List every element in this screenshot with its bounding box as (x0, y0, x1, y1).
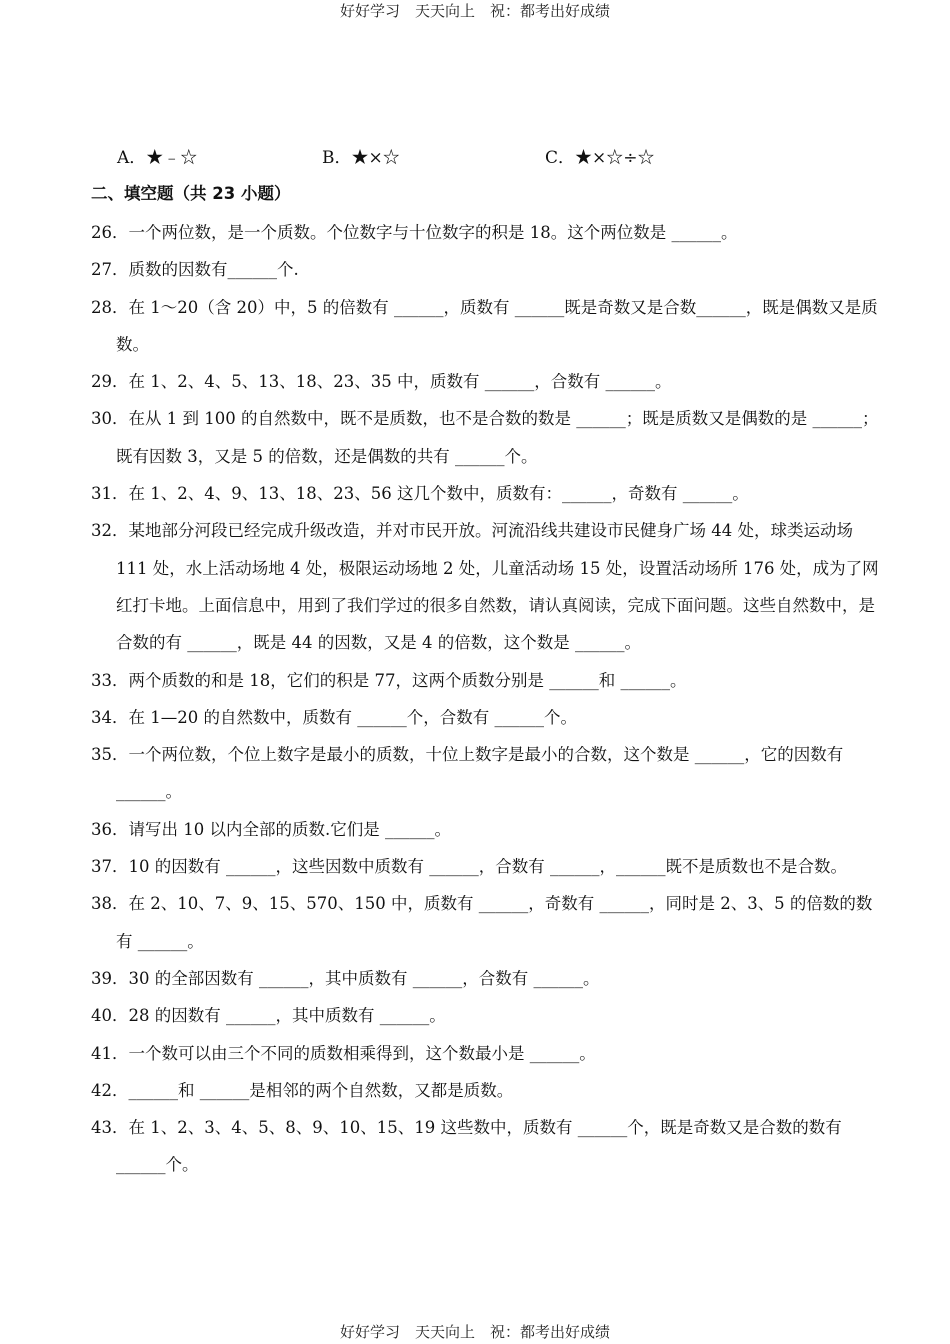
question-35: 35．一个两位数，个位上数字是最小的质数，十位上数字是最小的合数，这个数是 ______，它的因数有 ______。 (91, 745, 844, 802)
page-footer: 好好学习 天天向上 祝：都考出好成绩 (339, 1323, 610, 1341)
question-34: 34．在 1—20 的自然数中，质数有 ______个，合数有 ______个。 (91, 707, 577, 727)
option-b: B．★×☆ (322, 148, 400, 168)
question-33: 33．两个质数的和是 18，它们的积是 77，这两个质数分别是 ______和 ______。 (91, 670, 687, 690)
question-38: 38．在 2、10、7、9、15、570、150 中，质数有 ______，奇数有 ______，同时是 2、3、5 的倍数的数有 ______。 (91, 894, 873, 951)
question-41: 41．一个数可以由三个不同的质数相乘得到，这个数最小是 ______。 (91, 1043, 596, 1063)
option-c: C．★×☆÷☆ (545, 148, 655, 168)
question-27: 27．质数的因数有______个. (91, 260, 299, 280)
question-40: 40．28 的因数有 ______，其中质数有 ______。 (91, 1006, 446, 1026)
question-43: 43．在 1、2、3、4、5、8、9、10、15、19 这些数中，质数有 ______个，既是奇数又是合数的数有 ______个。 (91, 1118, 842, 1175)
answer-options (117, 143, 877, 169)
question-36: 36．请写出 10 以内全部的质数.它们是 ______。 (91, 819, 451, 839)
question-31: 31．在 1、2、4、9、13、18、23、56 这几个数中，质数有：______，奇数有 ______。 (91, 484, 749, 504)
question-28: 28．在 1～20（含 20）中，5 的倍数有 ______，质数有 ______既是奇数又是合数______，既是偶数又是质数。 (91, 297, 878, 354)
question-26: 26．一个两位数，是一个质数。个位数字与十位数字的积是 18。这个两位数是 ______。 (91, 223, 738, 242)
question-42: 42．______和 ______是相邻的两个自然数，又都是质数。 (91, 1080, 514, 1100)
question-list (91, 214, 881, 1184)
question-37: 37．10 的因数有 ______，这些因数中质数有 ______，合数有 ______，______既不是质数也不是合数。 (91, 857, 847, 877)
question-32: 32．某地部分河段已经完成升级改造，并对市民开放。河流沿线共建设市民健身广场 44 处，球类运动场 111 处，水上活动场地 4 处，极限运动场地 2 处，儿童活动场 15 处，设置活动场所 176 处，成为了网红打卡地。上面信息中，用到了我们学过的很多自然数，请认真阅读，完成下面问题。这些自然数中，是合数的有 ______，既是 44 的因数，又是 4 的倍数，这个数是 ______。 (91, 521, 879, 653)
page-header: 好好学习 天天向上 祝：都考出好成绩 (339, 2, 610, 20)
question-39: 39．30 的全部因数有 ______，其中质数有 ______，合数有 ______。 (91, 968, 600, 988)
option-a: A．★﹣☆ (117, 148, 198, 168)
question-29: 29．在 1、2、4、5、13、18、23、35 中，质数有 ______，合数有 ______。 (91, 372, 672, 392)
question-30: 30．在从 1 到 100 的自然数中，既不是质数，也不是合数的数是 ______；既是质数又是偶数的是 ______；既有因数 3，又是 5 的倍数，还是偶数的共有 ______个。 (91, 409, 879, 466)
section-title: 二、填空题（共 23 小题） (91, 184, 291, 203)
